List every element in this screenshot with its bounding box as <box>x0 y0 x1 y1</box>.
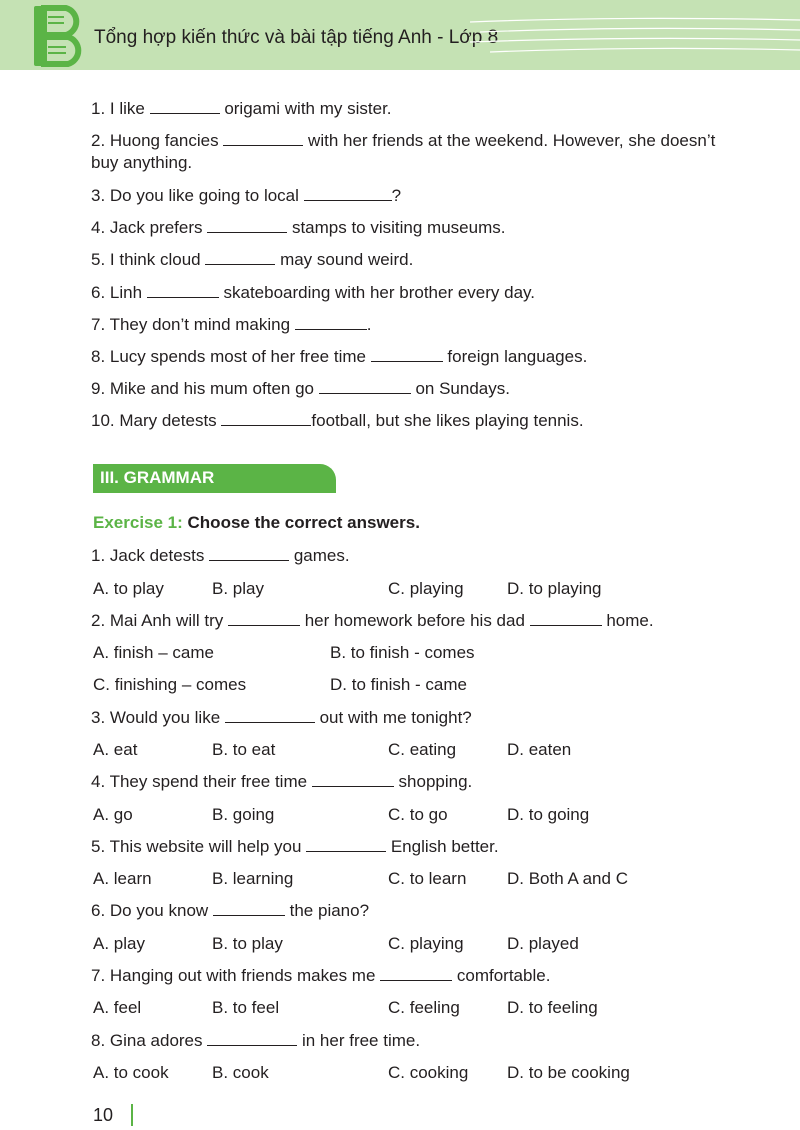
option-a[interactable]: A. feel <box>93 998 142 1017</box>
list-item: 10. Mary detests football, but she likes playing tennis. <box>91 411 584 430</box>
list-item: 4. Jack prefers stamps to visiting museums. <box>91 218 506 237</box>
answer-blank[interactable] <box>295 315 367 330</box>
option-d[interactable]: D. to be cooking <box>507 1063 630 1082</box>
answer-blank[interactable] <box>530 611 602 626</box>
header-decor-lines <box>470 14 800 60</box>
section-header <box>93 464 336 493</box>
exercise-number: Exercise 1: <box>93 513 183 532</box>
option-a[interactable]: A. play <box>93 934 145 953</box>
option-c[interactable]: C. eating <box>388 740 457 759</box>
exercise-heading <box>93 513 420 533</box>
answer-blank[interactable] <box>380 966 452 981</box>
option-d[interactable]: D. to playing <box>507 579 602 598</box>
option-d[interactable]: D. Both A and C <box>507 869 628 888</box>
question: 6. Do you know the piano? <box>91 901 370 920</box>
answer-blank[interactable] <box>150 99 220 114</box>
question: 3. Would you like out with me tonight? <box>91 708 472 727</box>
option-a[interactable]: A. learn <box>93 869 152 888</box>
option-b[interactable]: B. to eat <box>212 740 276 759</box>
option-a[interactable]: A. go <box>93 805 133 824</box>
list-item-continuation: buy anything. <box>91 153 193 172</box>
answer-blank[interactable] <box>228 611 300 626</box>
option-c[interactable]: C. cooking <box>388 1063 469 1082</box>
list-item: 1. I like origami with my sister. <box>91 99 392 118</box>
page-number-divider <box>131 1104 133 1126</box>
exercise-instruction: Choose the correct answers. <box>182 513 420 532</box>
list-item: 3. Do you like going to local ? <box>91 186 402 205</box>
option-c[interactable]: C. to go <box>388 805 448 824</box>
answer-blank[interactable] <box>319 379 411 394</box>
list-item: 8. Lucy spends most of her free time foreign languages. <box>91 347 588 366</box>
answer-blank[interactable] <box>306 837 386 852</box>
option-c[interactable]: C. playing <box>388 934 464 953</box>
question: 2. Mai Anh will try her homework before his dad home. <box>91 611 654 630</box>
answer-blank[interactable] <box>312 772 394 787</box>
page-header <box>0 0 800 70</box>
answer-blank[interactable] <box>205 250 275 265</box>
list-item: 5. I think cloud may sound weird. <box>91 250 414 269</box>
list-item: 9. Mike and his mum often go on Sundays. <box>91 379 510 398</box>
answer-blank[interactable] <box>371 347 443 362</box>
answer-blank[interactable] <box>221 411 311 426</box>
question: 5. This website will help you English better. <box>91 837 499 856</box>
answer-blank[interactable] <box>207 218 287 233</box>
answer-blank[interactable] <box>213 901 285 916</box>
option-b[interactable]: B. cook <box>212 1063 269 1082</box>
option-c[interactable]: C. finishing – comes <box>93 675 247 694</box>
header-title: Tổng hợp kiến thức và bài tập tiếng Anh - Lớp 8 <box>94 27 499 48</box>
answer-blank[interactable] <box>207 1031 297 1046</box>
answer-blank[interactable] <box>209 546 289 561</box>
book-b-logo-icon <box>30 4 86 68</box>
section-title: III. GRAMMAR <box>100 468 215 487</box>
option-d[interactable]: D. eaten <box>507 740 572 759</box>
answer-blank[interactable] <box>225 708 315 723</box>
option-d[interactable]: D. to finish - came <box>330 675 467 694</box>
question: 8. Gina adores in her free time. <box>91 1031 421 1050</box>
question: 4. They spend their free time shopping. <box>91 772 473 791</box>
option-b[interactable]: B. play <box>212 579 264 598</box>
question: 1. Jack detests games. <box>91 546 350 565</box>
option-d[interactable]: D. to going <box>507 805 590 824</box>
option-b[interactable]: B. to play <box>212 934 283 953</box>
option-c[interactable]: C. feeling <box>388 998 460 1017</box>
option-a[interactable]: A. to play <box>93 579 164 598</box>
question: 7. Hanging out with friends makes me comfortable. <box>91 966 551 985</box>
option-a[interactable]: A. finish – came <box>93 643 214 662</box>
option-b[interactable]: B. learning <box>212 869 294 888</box>
list-item: 6. Linh skateboarding with her brother every day. <box>91 283 536 302</box>
list-item: 7. They don’t mind making . <box>91 315 372 334</box>
answer-blank[interactable] <box>304 186 392 201</box>
option-b[interactable]: B. going <box>212 805 275 824</box>
option-a[interactable]: A. to cook <box>93 1063 169 1082</box>
option-c[interactable]: C. to learn <box>388 869 467 888</box>
page-number: 10 <box>93 1105 114 1125</box>
option-b[interactable]: B. to finish - comes <box>330 643 475 662</box>
option-d[interactable]: D. played <box>507 934 579 953</box>
option-d[interactable]: D. to feeling <box>507 998 598 1017</box>
answer-blank[interactable] <box>223 131 303 146</box>
list-item: 2. Huong fancies with her friends at the weekend. However, she doesn’t <box>91 131 716 150</box>
answer-blank[interactable] <box>147 283 219 298</box>
option-a[interactable]: A. eat <box>93 740 138 759</box>
option-c[interactable]: C. playing <box>388 579 464 598</box>
option-b[interactable]: B. to feel <box>212 998 280 1017</box>
